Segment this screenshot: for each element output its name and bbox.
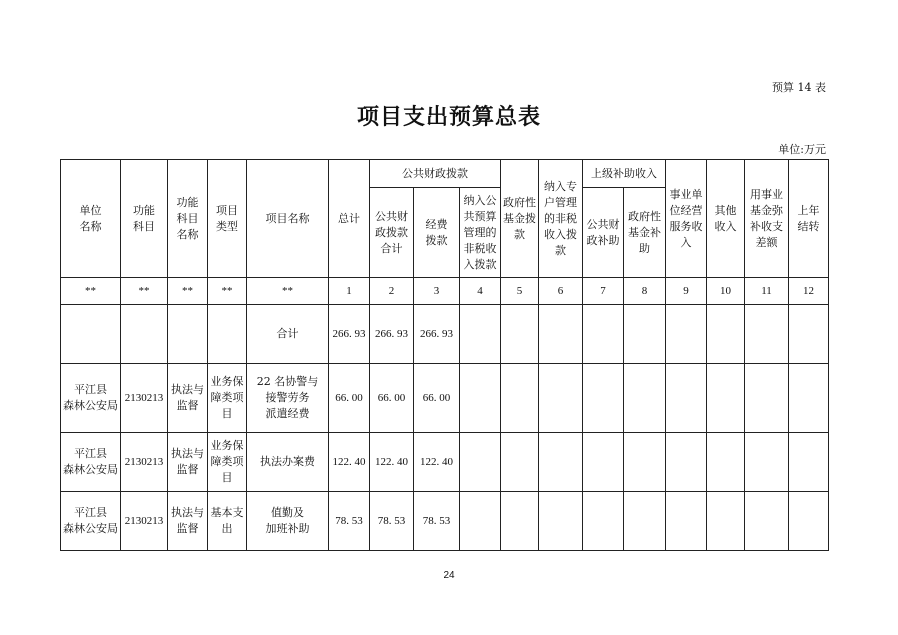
pf-total-cell: 66. 00 xyxy=(370,364,414,433)
header-gov-fund: 政府性 基金拨 款 xyxy=(501,160,539,278)
type-cell: 业务保 障类项 目 xyxy=(208,433,247,492)
pf-funding-cell: 122. 40 xyxy=(414,433,460,492)
header-func-name: 功能 科目 名称 xyxy=(168,160,208,278)
index-cell: 1 xyxy=(329,278,370,305)
type-cell: 基本支 出 xyxy=(208,492,247,551)
header-pf-total: 公共财 政拨款 合计 xyxy=(370,188,414,278)
index-cell: 6 xyxy=(539,278,583,305)
table-row xyxy=(61,492,829,551)
header-func-code: 功能 科目 xyxy=(121,160,168,278)
page-title: 项目支出预算总表 xyxy=(356,104,541,130)
name-cell: 执法办案费 xyxy=(247,433,329,492)
pf-total-cell: 78. 53 xyxy=(370,492,414,551)
index-cell: ** xyxy=(121,278,168,305)
index-cell: 7 xyxy=(583,278,624,305)
budget-table xyxy=(60,159,829,551)
pf-total-cell: 122. 40 xyxy=(370,433,414,492)
table-row xyxy=(61,364,829,433)
header-unit-name: 单位 名称 xyxy=(61,160,121,278)
index-cell: 11 xyxy=(745,278,789,305)
total-row xyxy=(61,305,829,364)
index-cell: 8 xyxy=(624,278,666,305)
header-proj-type: 项目 类型 xyxy=(208,160,247,278)
header-upper-subsidy-group: 上级补助收入 xyxy=(583,160,666,188)
header-carryover: 上年 结转 xyxy=(789,160,829,278)
header-proj-name: 项目名称 xyxy=(247,160,329,278)
index-cell: 10 xyxy=(707,278,745,305)
index-cell: ** xyxy=(247,278,329,305)
total-cell: 78. 53 xyxy=(329,492,370,551)
func-cell: 执法与 监督 xyxy=(168,433,208,492)
code-cell: 2130213 xyxy=(121,364,168,433)
table-number-label: 预算 14 表 xyxy=(772,81,826,94)
header-upper-public: 公共财 政补助 xyxy=(583,188,624,278)
total-cell: 66. 00 xyxy=(329,364,370,433)
index-cell: 3 xyxy=(414,278,460,305)
index-cell: ** xyxy=(168,278,208,305)
header-upper-gov-fund: 政府性 基金补 助 xyxy=(624,188,666,278)
index-cell: 9 xyxy=(666,278,707,305)
header-other-income: 其他 收入 xyxy=(707,160,745,278)
index-cell: 12 xyxy=(789,278,829,305)
total-cell: 122. 40 xyxy=(329,433,370,492)
total-label: 合计 xyxy=(247,305,329,364)
unit-cell: 平江县 森林公安局 xyxy=(61,492,121,551)
header-business-income: 事业单 位经营 服务收 入 xyxy=(666,160,707,278)
unit-label: 单位:万元 xyxy=(778,143,826,156)
index-cell: 4 xyxy=(460,278,501,305)
page-number: 24 xyxy=(443,570,455,581)
code-cell: 2130213 xyxy=(121,433,168,492)
code-cell: 2130213 xyxy=(121,492,168,551)
header-total: 总计 xyxy=(329,160,370,278)
unit-cell: 平江县 森林公安局 xyxy=(61,433,121,492)
header-fund-balance: 用事业 基金弥 补收支 差额 xyxy=(745,160,789,278)
total-cell: 266. 93 xyxy=(329,305,370,364)
name-cell: 22 名协警与 接警劳务 派遣经费 xyxy=(247,364,329,433)
pf-funding-cell: 66. 00 xyxy=(414,364,460,433)
index-cell: ** xyxy=(208,278,247,305)
total-pf-total-cell: 266. 93 xyxy=(370,305,414,364)
pf-funding-cell: 78. 53 xyxy=(414,492,460,551)
index-cell: ** xyxy=(61,278,121,305)
header-pf-funding: 经费 拨款 xyxy=(414,188,460,278)
header-public-finance-group: 公共财政拨款 xyxy=(370,160,501,188)
type-cell: 业务保 障类项 目 xyxy=(208,364,247,433)
func-cell: 执法与 监督 xyxy=(168,364,208,433)
table-row xyxy=(61,433,829,492)
total-pf-funding-cell: 266. 93 xyxy=(414,305,460,364)
unit-cell: 平江县 森林公安局 xyxy=(61,364,121,433)
index-cell: 2 xyxy=(370,278,414,305)
header-pf-nontax: 纳入公 共预算 管理的 非税收 入拨款 xyxy=(460,188,501,278)
name-cell: 值勤及 加班补助 xyxy=(247,492,329,551)
index-row xyxy=(61,278,829,305)
index-cell: 5 xyxy=(501,278,539,305)
header-special-nontax: 纳入专 户管理 的非税 收入拨 款 xyxy=(539,160,583,278)
func-cell: 执法与 监督 xyxy=(168,492,208,551)
